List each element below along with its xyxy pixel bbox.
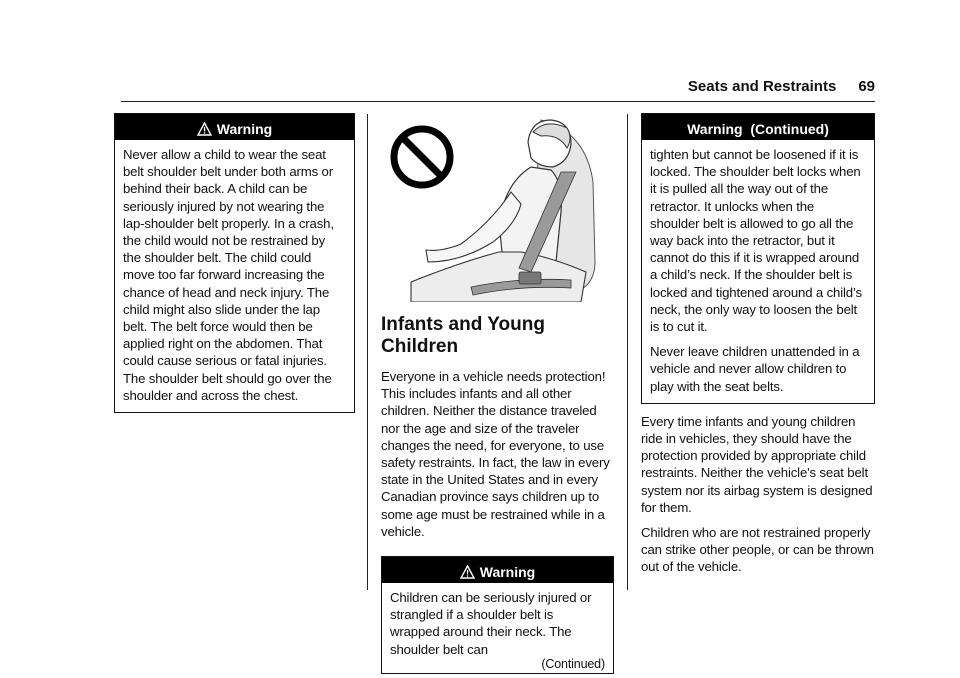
page-number: 69 xyxy=(858,78,875,95)
warning-header xyxy=(115,114,354,140)
warning-text: Children can be seriously injured or strangled if a shoulder belt is wrapped around their neck. The shoulder belt can xyxy=(390,590,592,657)
warning-text: tighten but cannot be loosened if it is locked. The shoulder belt locks when it is pulled all the way out of the retractor. It unlocks when the shoulder belt is allowed to go all the way back into the retractor, but it cannot do this if it is wrapped around a child’s neck. If the shoulder belt is locked and tightened around a child’s neck, the only way to loosen the belt is to cut it. xyxy=(650,147,862,335)
column-divider xyxy=(627,114,628,590)
warning-title: Warning xyxy=(216,121,273,137)
warning-box xyxy=(641,113,875,404)
header-rule xyxy=(121,101,875,102)
section-name: Seats and Restraints xyxy=(687,78,837,95)
right-column xyxy=(641,113,875,584)
warning-triangle-icon xyxy=(460,559,475,589)
body-paragraph: Children who are not restrained properly can strike other people, or can be thrown out of the vehicle. xyxy=(641,525,874,575)
warning-title: Warning (Continued) xyxy=(687,121,829,137)
body-paragraph: Every time infants and young children ride in vehicles, they should have the protection provided by appropriate child restraints. Neither the vehicle's seat belt system nor its airbag system is designed for them. xyxy=(641,413,873,515)
intro-paragraph: Everyone in a vehicle needs protection! This includes infants and all other children. Neither the distance traveled nor the age and size of the traveler changes the need, for everyone, to use safety restraints. In fact, the law in every state in the United States and in every Canadian province says children up to some age must be restrained while in a vehicle. xyxy=(381,369,610,539)
warning-title: Warning xyxy=(479,564,536,581)
warning-triangle-icon xyxy=(197,116,212,146)
warning-box xyxy=(114,113,355,413)
warning-header xyxy=(382,557,613,583)
section-title: Infants and Young Children xyxy=(381,314,545,357)
running-header xyxy=(688,78,875,95)
middle-column xyxy=(381,314,614,674)
left-column xyxy=(114,113,355,413)
warning-box xyxy=(381,556,614,674)
warning-text: Never allow a child to wear the seat belt shoulder belt under both arms or behind their back. A child can be seriously injured by not wearing the lap-shoulder belt properly. In a crash, the child would not be restrained by the shoulder belt. The child could move too far forward increasing the chance of head and neck injury. The child might also slide under the lap belt. The belt force would then be applied right on the abdomen. That could cause serious or fatal injuries. The shoulder belt should go over the shoulder and across the chest. xyxy=(123,147,334,403)
column-divider xyxy=(367,114,368,590)
warning-text: Never leave children unattended in a vehicle and never allow children to play with the seat belts. xyxy=(650,344,860,394)
continued-label: (Continued) xyxy=(541,656,605,671)
seatbelt-illustration xyxy=(381,112,611,302)
warning-header xyxy=(642,114,874,140)
prohibited-icon xyxy=(394,129,450,185)
